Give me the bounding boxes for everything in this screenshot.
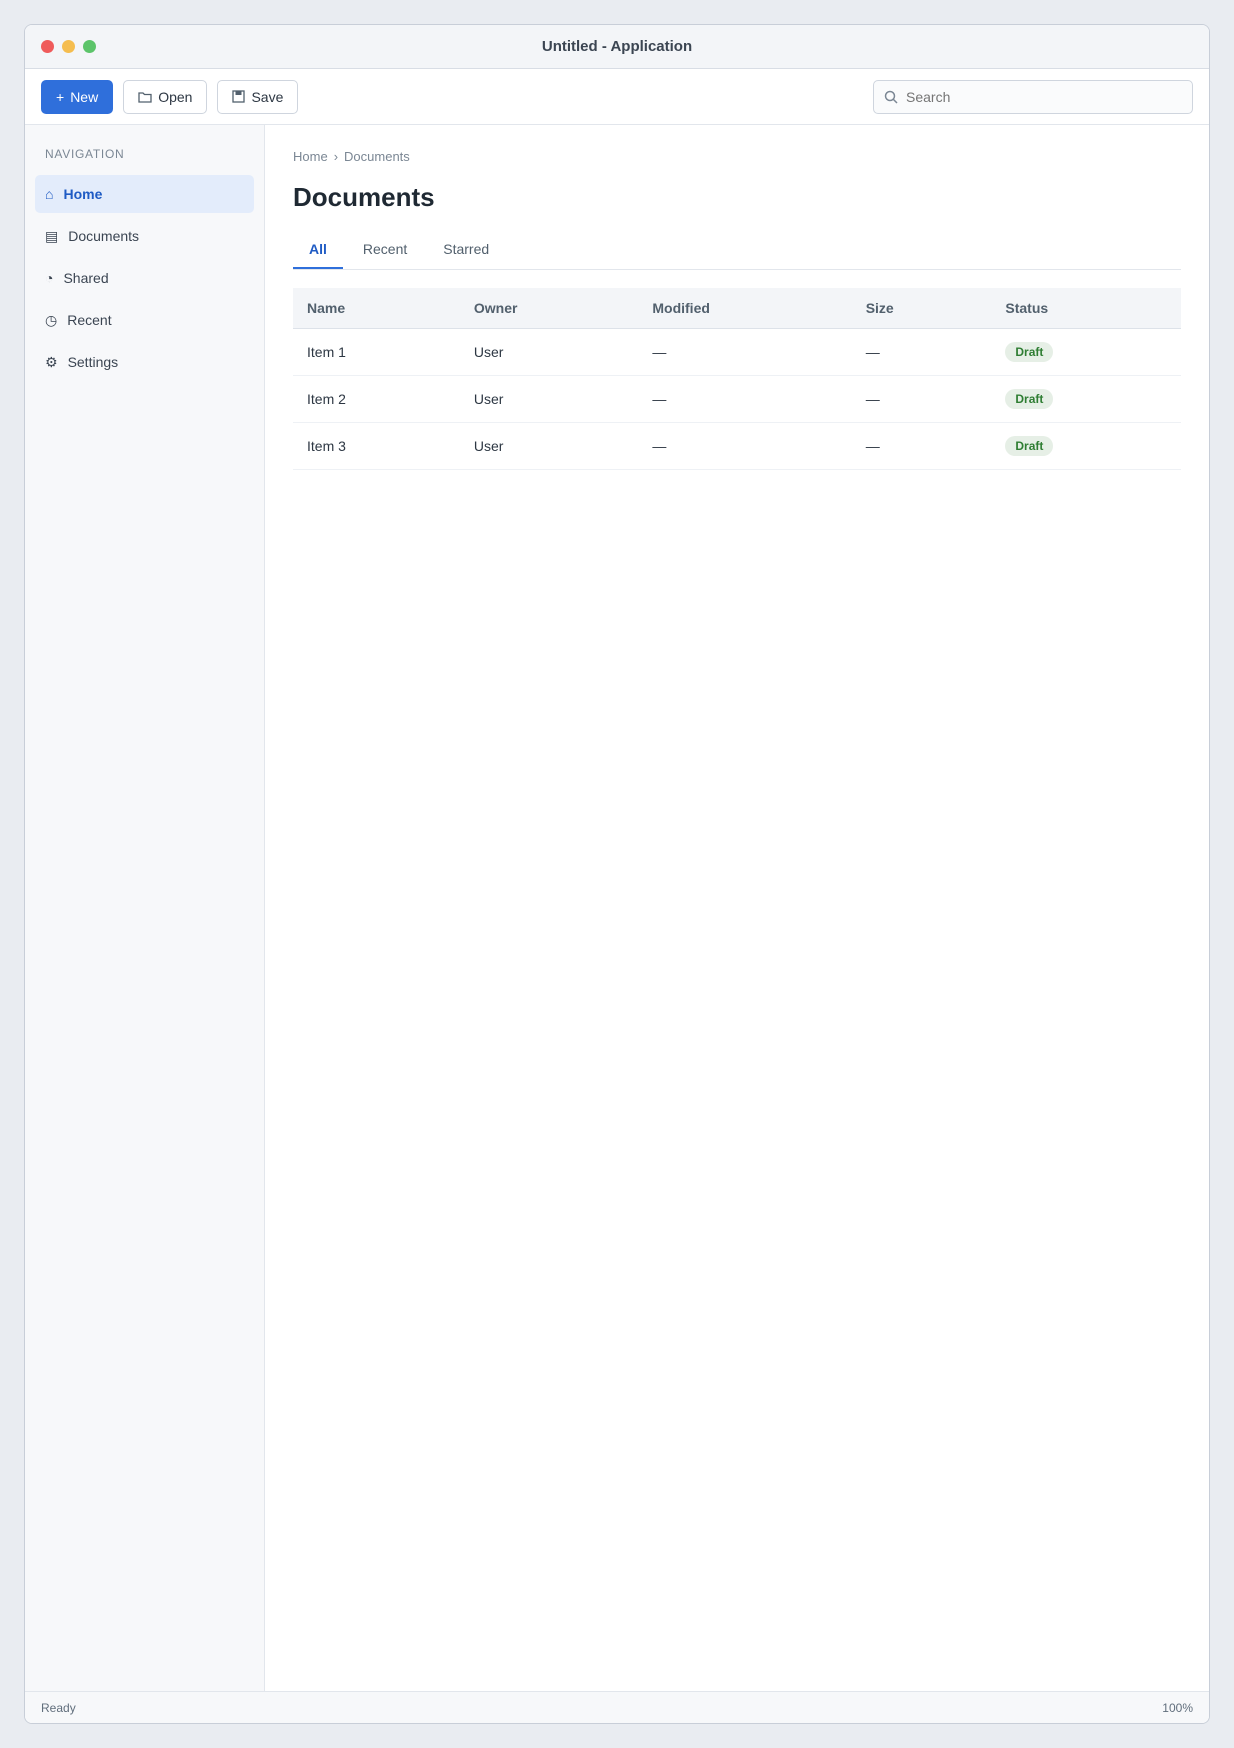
- table-cell: User: [460, 376, 639, 423]
- home-icon: ⌂: [45, 186, 54, 202]
- title-bar: [25, 25, 1209, 69]
- sidebar-item-label: Documents: [68, 228, 140, 244]
- save-button[interactable]: [217, 80, 298, 114]
- status-badge: Draft: [1005, 436, 1053, 456]
- tab-bar: [293, 231, 1181, 270]
- toolbar: [25, 69, 1209, 125]
- sidebar-item-documents[interactable]: [35, 217, 254, 255]
- window-title: Untitled - Application: [541, 38, 693, 55]
- document-icon: ▤: [45, 227, 59, 244]
- table-cell: [991, 423, 1181, 470]
- table-row[interactable]: [293, 376, 1181, 423]
- breadcrumb-item[interactable]: Home: [293, 149, 328, 164]
- sidebar: [25, 125, 265, 1691]
- table-cell: —: [638, 423, 851, 470]
- app-window: [24, 24, 1210, 1724]
- zoom-level[interactable]: 100%: [1162, 1700, 1193, 1715]
- column-header[interactable]: Owner: [460, 288, 639, 329]
- table-cell: [991, 329, 1181, 376]
- table-cell: User: [460, 329, 639, 376]
- minimize-window-button[interactable]: [62, 40, 75, 53]
- table-cell: User: [460, 423, 639, 470]
- sidebar-item-recent[interactable]: [35, 301, 254, 339]
- maximize-window-button[interactable]: [83, 40, 96, 53]
- search-input[interactable]: [906, 89, 1182, 105]
- table-header-row: [293, 288, 1181, 329]
- window-controls: [41, 40, 96, 53]
- table-cell: —: [638, 329, 851, 376]
- breadcrumb-item: Documents: [344, 149, 410, 164]
- table-cell: Item 1: [293, 329, 460, 376]
- column-header[interactable]: Status: [991, 288, 1181, 329]
- save-button-label: Save: [251, 88, 284, 105]
- main-panel: [265, 125, 1209, 1691]
- table-cell: —: [852, 329, 992, 376]
- open-button[interactable]: [123, 80, 207, 114]
- sidebar-item-home[interactable]: [35, 175, 254, 213]
- folder-icon: [138, 91, 152, 103]
- sidebar-item-settings[interactable]: [35, 343, 254, 381]
- plus-icon: +: [56, 88, 65, 105]
- table-row[interactable]: [293, 423, 1181, 470]
- status-badge: Draft: [1005, 342, 1053, 362]
- table-cell: [991, 376, 1181, 423]
- column-header[interactable]: Size: [852, 288, 992, 329]
- column-header[interactable]: Modified: [638, 288, 851, 329]
- status-text: Ready: [41, 1700, 76, 1715]
- documents-table: [293, 288, 1181, 470]
- new-button[interactable]: [41, 80, 113, 114]
- status-bar: [25, 1691, 1209, 1723]
- content-area: [25, 125, 1209, 1691]
- column-header[interactable]: Name: [293, 288, 460, 329]
- table-cell: —: [852, 376, 992, 423]
- sidebar-item-shared[interactable]: [35, 259, 254, 297]
- people-icon: ◔: [45, 270, 54, 286]
- search-box[interactable]: [873, 80, 1193, 114]
- sidebar-heading: NAVIGATION: [45, 147, 125, 161]
- status-badge: Draft: [1005, 389, 1053, 409]
- sidebar-item-label: Home: [63, 186, 103, 202]
- sidebar-item-label: Settings: [67, 354, 119, 370]
- gear-icon: ⚙: [45, 353, 58, 370]
- table-cell: —: [852, 423, 992, 470]
- tab-starred[interactable]: Starred: [443, 241, 490, 257]
- table-cell: —: [638, 376, 851, 423]
- open-button-label: Open: [158, 88, 193, 105]
- table-cell: Item 3: [293, 423, 460, 470]
- new-button-label: New: [70, 88, 99, 105]
- chevron-right-icon: ›: [333, 149, 339, 164]
- sidebar-item-label: Recent: [67, 312, 112, 328]
- page-title: Documents: [293, 182, 435, 212]
- breadcrumb: [293, 149, 1181, 164]
- save-icon: [232, 90, 245, 103]
- tab-all[interactable]: All: [293, 231, 343, 269]
- close-window-button[interactable]: [41, 40, 54, 53]
- table-row[interactable]: [293, 329, 1181, 376]
- sidebar-item-label: Shared: [63, 270, 109, 286]
- search-icon: [884, 90, 898, 104]
- tab-recent[interactable]: Recent: [362, 241, 408, 257]
- table-cell: Item 2: [293, 376, 460, 423]
- clock-icon: ◷: [45, 311, 58, 328]
